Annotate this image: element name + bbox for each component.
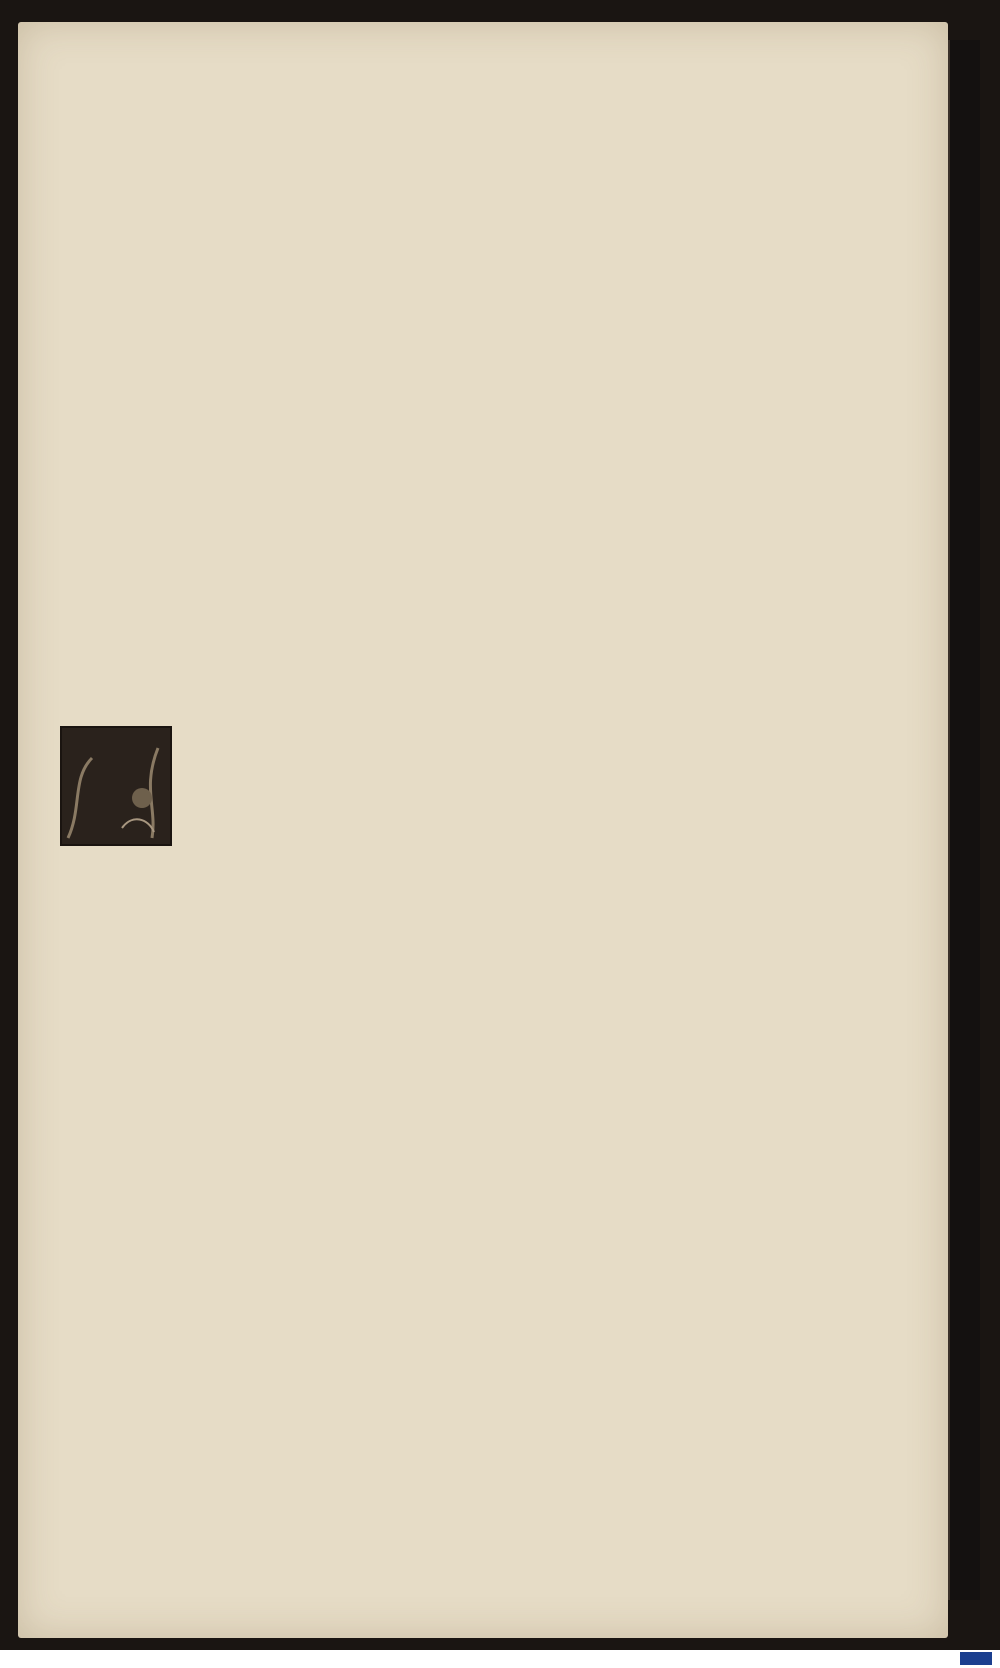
book-edge — [948, 40, 980, 1600]
decorated-initial — [60, 726, 172, 846]
footer-bar — [0, 1650, 1000, 1668]
dfg-logo — [960, 1652, 992, 1665]
initial-ornament-icon — [62, 728, 170, 844]
